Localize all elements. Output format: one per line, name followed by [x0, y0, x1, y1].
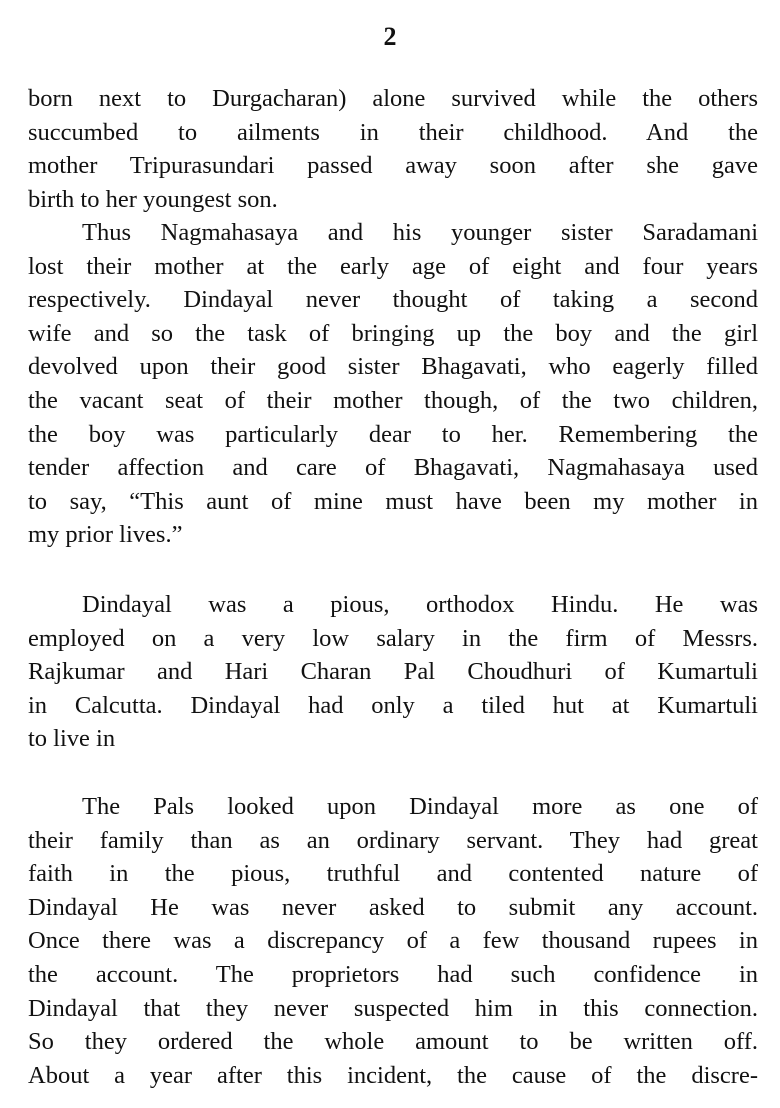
text-line: Thus Nagmahasaya and his younger sister Saradamani	[82, 219, 758, 246]
text-line: the boy was particularly dear to her. Remembering the	[28, 420, 758, 448]
text-line: their family than as an ordinary servant. They had great	[28, 826, 758, 854]
text-line: Dindayal that they never suspected him in this connection.	[28, 994, 758, 1022]
text-line: the account. The proprietors had such confidence in	[28, 960, 758, 988]
text-line: So they ordered the whole amount to be written off.	[28, 1028, 758, 1056]
text-line: respectively. Dindayal never thought of taking a second	[28, 286, 758, 314]
text-line: succumbed to ailments in their childhood. And the	[28, 118, 758, 146]
page-number: 2	[383, 22, 397, 51]
text-line: faith in the pious, truthful and contented nature of	[28, 860, 758, 888]
text-line: the vacant seat of their mother though, of the two children,	[28, 386, 758, 414]
paragraph-4	[28, 790, 758, 1092]
text-line: Once there was a discrepancy of a few thousand rupees in	[28, 927, 758, 955]
text-line: birth to her youngest son.	[28, 185, 278, 213]
text-line: born next to Durgacharan) alone survived while the others	[28, 85, 758, 112]
text-line: to live in	[28, 725, 116, 753]
text-line: to say, “This aunt of mine must have been my mother in	[28, 487, 758, 515]
text-line: my prior lives.”	[28, 521, 183, 549]
text-line: Dindayal was a pious, orthodox Hindu. He was	[82, 591, 758, 618]
text-line: lost their mother at the early age of eight and four years	[28, 252, 758, 280]
text-line: devolved upon their good sister Bhagavati, who eagerly filled	[28, 353, 758, 381]
paragraph-3	[28, 588, 758, 756]
text-line: mother Tripurasundari passed away soon after she gave	[28, 152, 758, 180]
paragraph-1	[28, 82, 758, 216]
text-line: employed on a very low salary in the firm of Messrs.	[28, 624, 758, 652]
text-line: About a year after this incident, the cause of the discre-	[28, 1061, 758, 1089]
text-line: tender affection and care of Bhagavati, Nagmahasaya used	[28, 454, 758, 482]
paragraph-2	[28, 216, 758, 552]
text-line: The Pals looked upon Dindayal more as one of	[82, 793, 758, 820]
text-line: Dindayal He was never asked to submit any account.	[28, 893, 758, 921]
text-line: in Calcutta. Dindayal had only a tiled hut at Kumartuli	[28, 691, 758, 719]
text-line: wife and so the task of bringing up the boy and the girl	[28, 319, 758, 347]
text-line: Rajkumar and Hari Charan Pal Choudhuri of Kumartuli	[28, 658, 758, 686]
